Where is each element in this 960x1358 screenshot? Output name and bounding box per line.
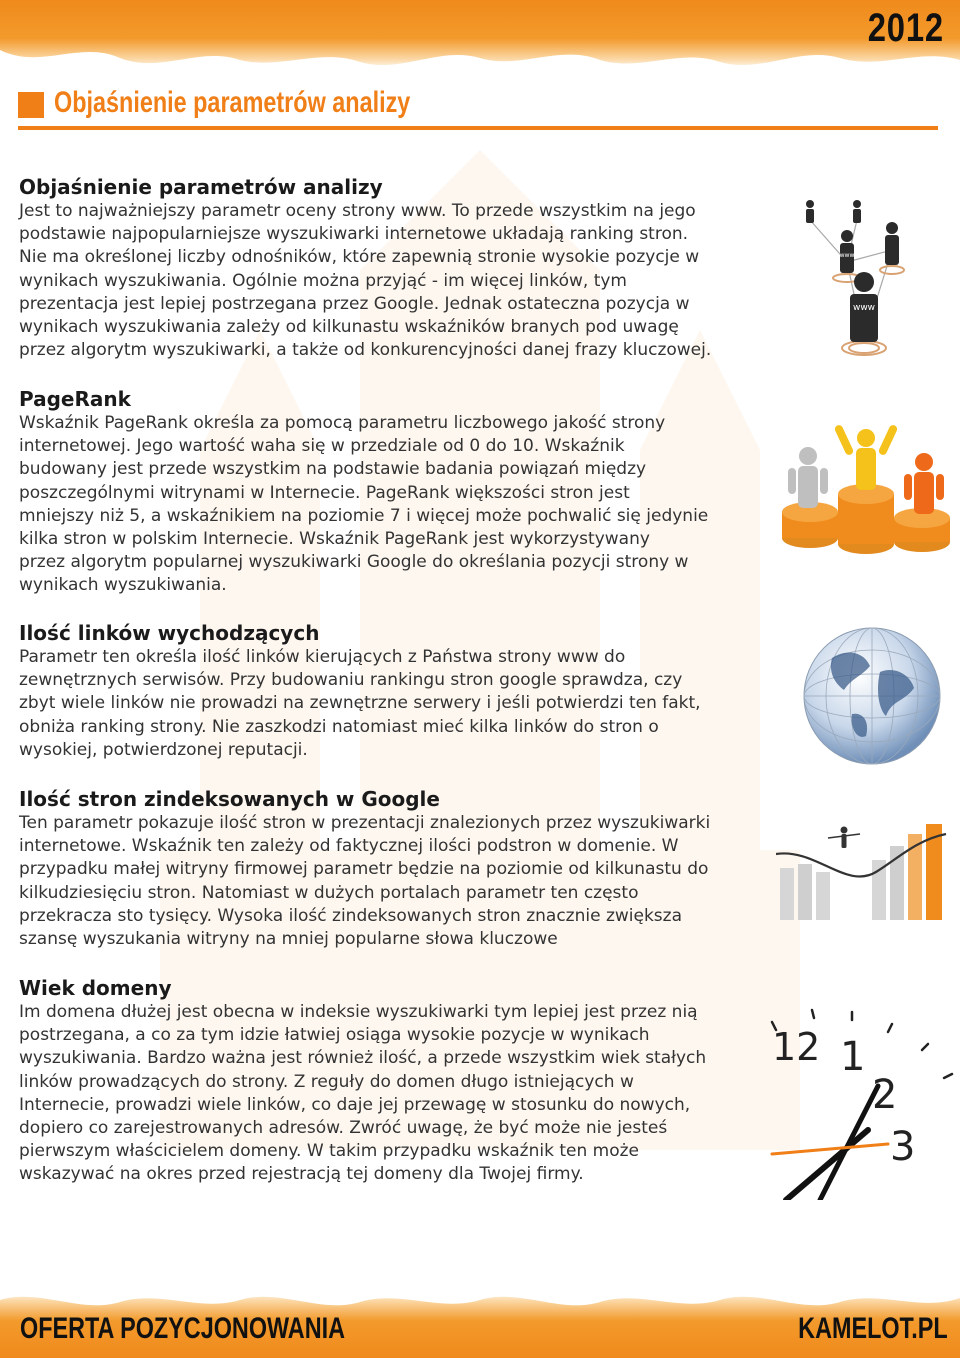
- section-params: [19, 175, 779, 362]
- year-label: 2012: [867, 6, 944, 50]
- podium-illustration: [778, 418, 956, 568]
- section-header: [18, 88, 938, 128]
- section-indexed-pages-body: Ten parametr pokazuje ilość stron w prezentacji znalezionych przez wyszukiwarki internetowe. Wskaźnik ten zależy od faktycznej ilości podstron w domenie. W przypadku małej witryny firmowej parametr będzie na poziomie od kilkunastu do kilkudziesięciu stron. Natomiast w dużych portalach parametr ten często przekracza sto tysięcy. Wysoka ilość zindeksowanych stron znacznie zwiększa szansę wyszukania witryny na mniej popularne słowa kluczowe: [19, 813, 711, 950]
- network-label-small: www: [839, 252, 855, 259]
- section-domain-age-body: Im domena dłużej jest obecna w indeksie wyszukiwarki tym lepiej jest przez nią postrzegana, a co za tym idzie łatwiej osiąga wysokie pozycje w wynikach wyszukiwania. Bardzo ważna jest również ilość, a przede wszystkim wiek stałych linków prowadzących do strony. Z reguły do domen długo istniejących w Internecie, prowadzi wiele linków, co daje jej przewagę w stosunku do nowych, dopiero co zarejestrowanych adresów. Zwróć uwagę, że być może nie jesteś pierwszym właścicielem domeny. W takim przypadku wskaźnik ten może wskazywać na okres przed rejestracją tej domeny dla Twojej firmy.: [19, 1002, 707, 1185]
- section-indexed-pages-title: Ilość stron zindeksowanych w Google: [19, 787, 440, 811]
- section-domain-age-title: Wiek domeny: [19, 976, 172, 1000]
- section-outbound-links-body: Parametr ten określa ilość linków kierujących z Państwa strony www do zewnętrznych serwisów. Przy budowaniu rankingu stron google sprawdza, czy zbyt wiele linków nie prowadzi na zewnętrzne serwery i jeśli potwierdzi ten fakt, obniża ranking strony. Nie zaszkodzi natomiast mieć kilka linków do stron o wysokiej, potwierdzonej reputacji.: [19, 647, 701, 760]
- section-outbound-links-title: Ilość linków wychodzących: [19, 621, 320, 645]
- clock-numeral-2: 2: [872, 1072, 898, 1118]
- section-pagerank: [19, 387, 779, 598]
- bottom-banner-wave: [0, 1284, 960, 1314]
- header-title: Objaśnienie parametrów analizy: [54, 86, 411, 119]
- network-people-illustration: [792, 190, 952, 370]
- clock-numeral-1: 1: [840, 1034, 866, 1080]
- section-params-body: Jest to najważniejszy parametr oceny strony www. To przede wszystkim na jego podstawie najpopularniejsze wyszukiwarki internetowe układają ranking stron. Nie ma określonej liczby odnośników, które zapewnią stronie wysokie pozycje w wynikach wyszukiwania. Ogólnie można przyjąć - im więcej linków, tym prezentacja jest lepiej postrzegana przez Google. Jednak ostateczna pozycja w wynikach wyszukiwania zależy od kilkunastu wskaźników branych pod uwagę przez algorytm wyszukiwarki, a także od konkurencyjności danej frazy kluczowej.: [19, 201, 712, 361]
- header-bullet-square: [18, 92, 44, 118]
- footer-site-link[interactable]: KAMELOT.PL: [798, 1312, 948, 1345]
- section-indexed-pages: [19, 787, 779, 951]
- globe-illustration: [792, 618, 952, 778]
- section-params-title: Objaśnienie parametrów analizy: [19, 175, 383, 199]
- section-pagerank-title: PageRank: [19, 387, 131, 411]
- footer-offer-label: OFERTA POZYCJONOWANIA: [20, 1312, 346, 1345]
- section-outbound-links: [19, 621, 779, 762]
- network-label-large: www: [852, 303, 876, 313]
- clock-numeral-3: 3: [890, 1124, 916, 1170]
- header-divider: [18, 126, 938, 130]
- section-domain-age: [19, 976, 779, 1187]
- clock-numeral-12: 12: [772, 1025, 821, 1069]
- top-banner: [0, 0, 960, 70]
- clock-illustration: [752, 1004, 960, 1200]
- section-pagerank-body: Wskaźnik PageRank określa za pomocą parametru liczbowego jakość strony internetowej. Jego wartość waha się w przedziale od 0 do 10. Wskaźnik budowany jest przede wszystkim na podstawie badania powiązań między poszczególnymi witrynami w Internecie. PageRank większości stron jest mniejszy niż 5, a wskaźnikiem na poziomie 7 i więcej może pochwalić się jedynie kilka stron w polskim Internecie. Wskaźnik PageRank jest wykorzystywany przez algorytm popularnej wyszukiwarki Google do określania pozycji strony w wynikach wyszukiwania.: [19, 413, 709, 596]
- growth-bars-illustration: [776, 820, 952, 930]
- top-banner-wave: [0, 40, 960, 80]
